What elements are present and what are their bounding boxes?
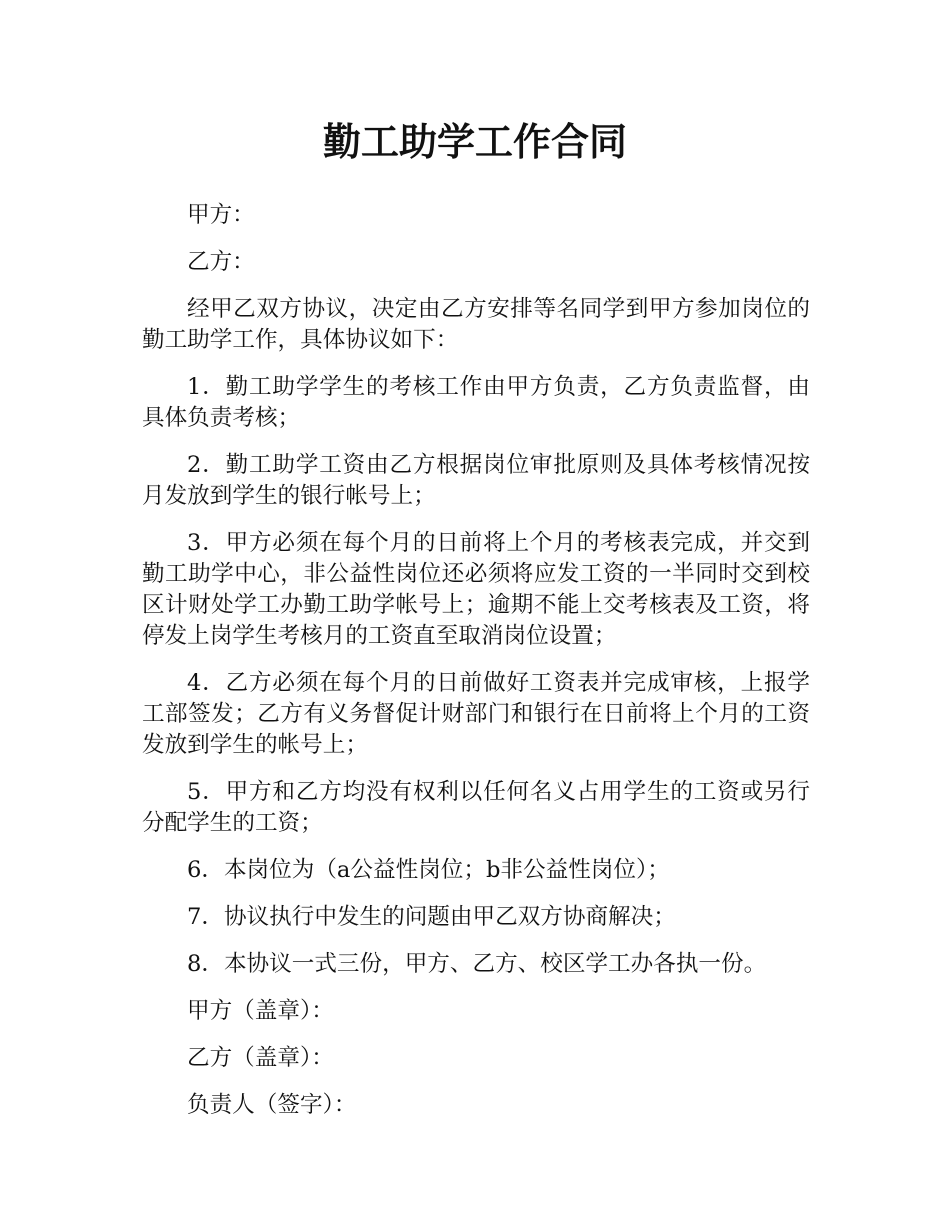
party-b-seal-line: 乙方（盖章）： bbox=[187, 1045, 334, 1071]
clause-3: 3．甲方必须在每个月的日前将上个月的考核表完成，并交到勤工助学中心，非公益性岗位还必须将应发工资的一半同时交到校区计财处学工办勤工助学帐号上；逾期不能上交考核表及工资，将停发上岗学生考核月的工资直至取消岗位设置； bbox=[142, 530, 810, 649]
document-title: 勤工助学工作合同 bbox=[322, 120, 627, 164]
clause-1: 1．勤工助学学生的考核工作由甲方负责，乙方负责监督，由具体负责考核； bbox=[142, 374, 810, 431]
clause-6: 6．本岗位为（a公益性岗位；b非公益性岗位）； bbox=[187, 857, 670, 883]
responsible-person-signature-line: 负责人（签字）： bbox=[187, 1092, 357, 1118]
document-body bbox=[142, 200, 810, 1137]
clause-2: 2．勤工助学工资由乙方根据岗位审批原则及具体考核情况按月发放到学生的银行帐号上； bbox=[142, 452, 810, 509]
party-b-line: 乙方： bbox=[187, 249, 255, 275]
party-a-line: 甲方： bbox=[187, 202, 255, 228]
party-a-seal-line: 甲方（盖章）： bbox=[187, 998, 334, 1024]
agreement-intro: 经甲乙双方协议，决定由乙方安排等名同学到甲方参加岗位的勤工助学工作，具体协议如下： bbox=[142, 296, 810, 353]
clause-7: 7．协议执行中发生的问题由甲乙双方协商解决； bbox=[187, 904, 676, 930]
clause-4: 4．乙方必须在每个月的日前做好工资表并完成审核，上报学工部签发；乙方有义务督促计财部门和银行在日前将上个月的工资发放到学生的帐号上； bbox=[142, 670, 810, 758]
clause-8: 8．本协议一式三份，甲方、乙方、校区学工办各执一份。 bbox=[187, 951, 767, 977]
clause-5: 5．甲方和乙方均没有权利以任何名义占用学生的工资或另行分配学生的工资； bbox=[142, 779, 810, 836]
